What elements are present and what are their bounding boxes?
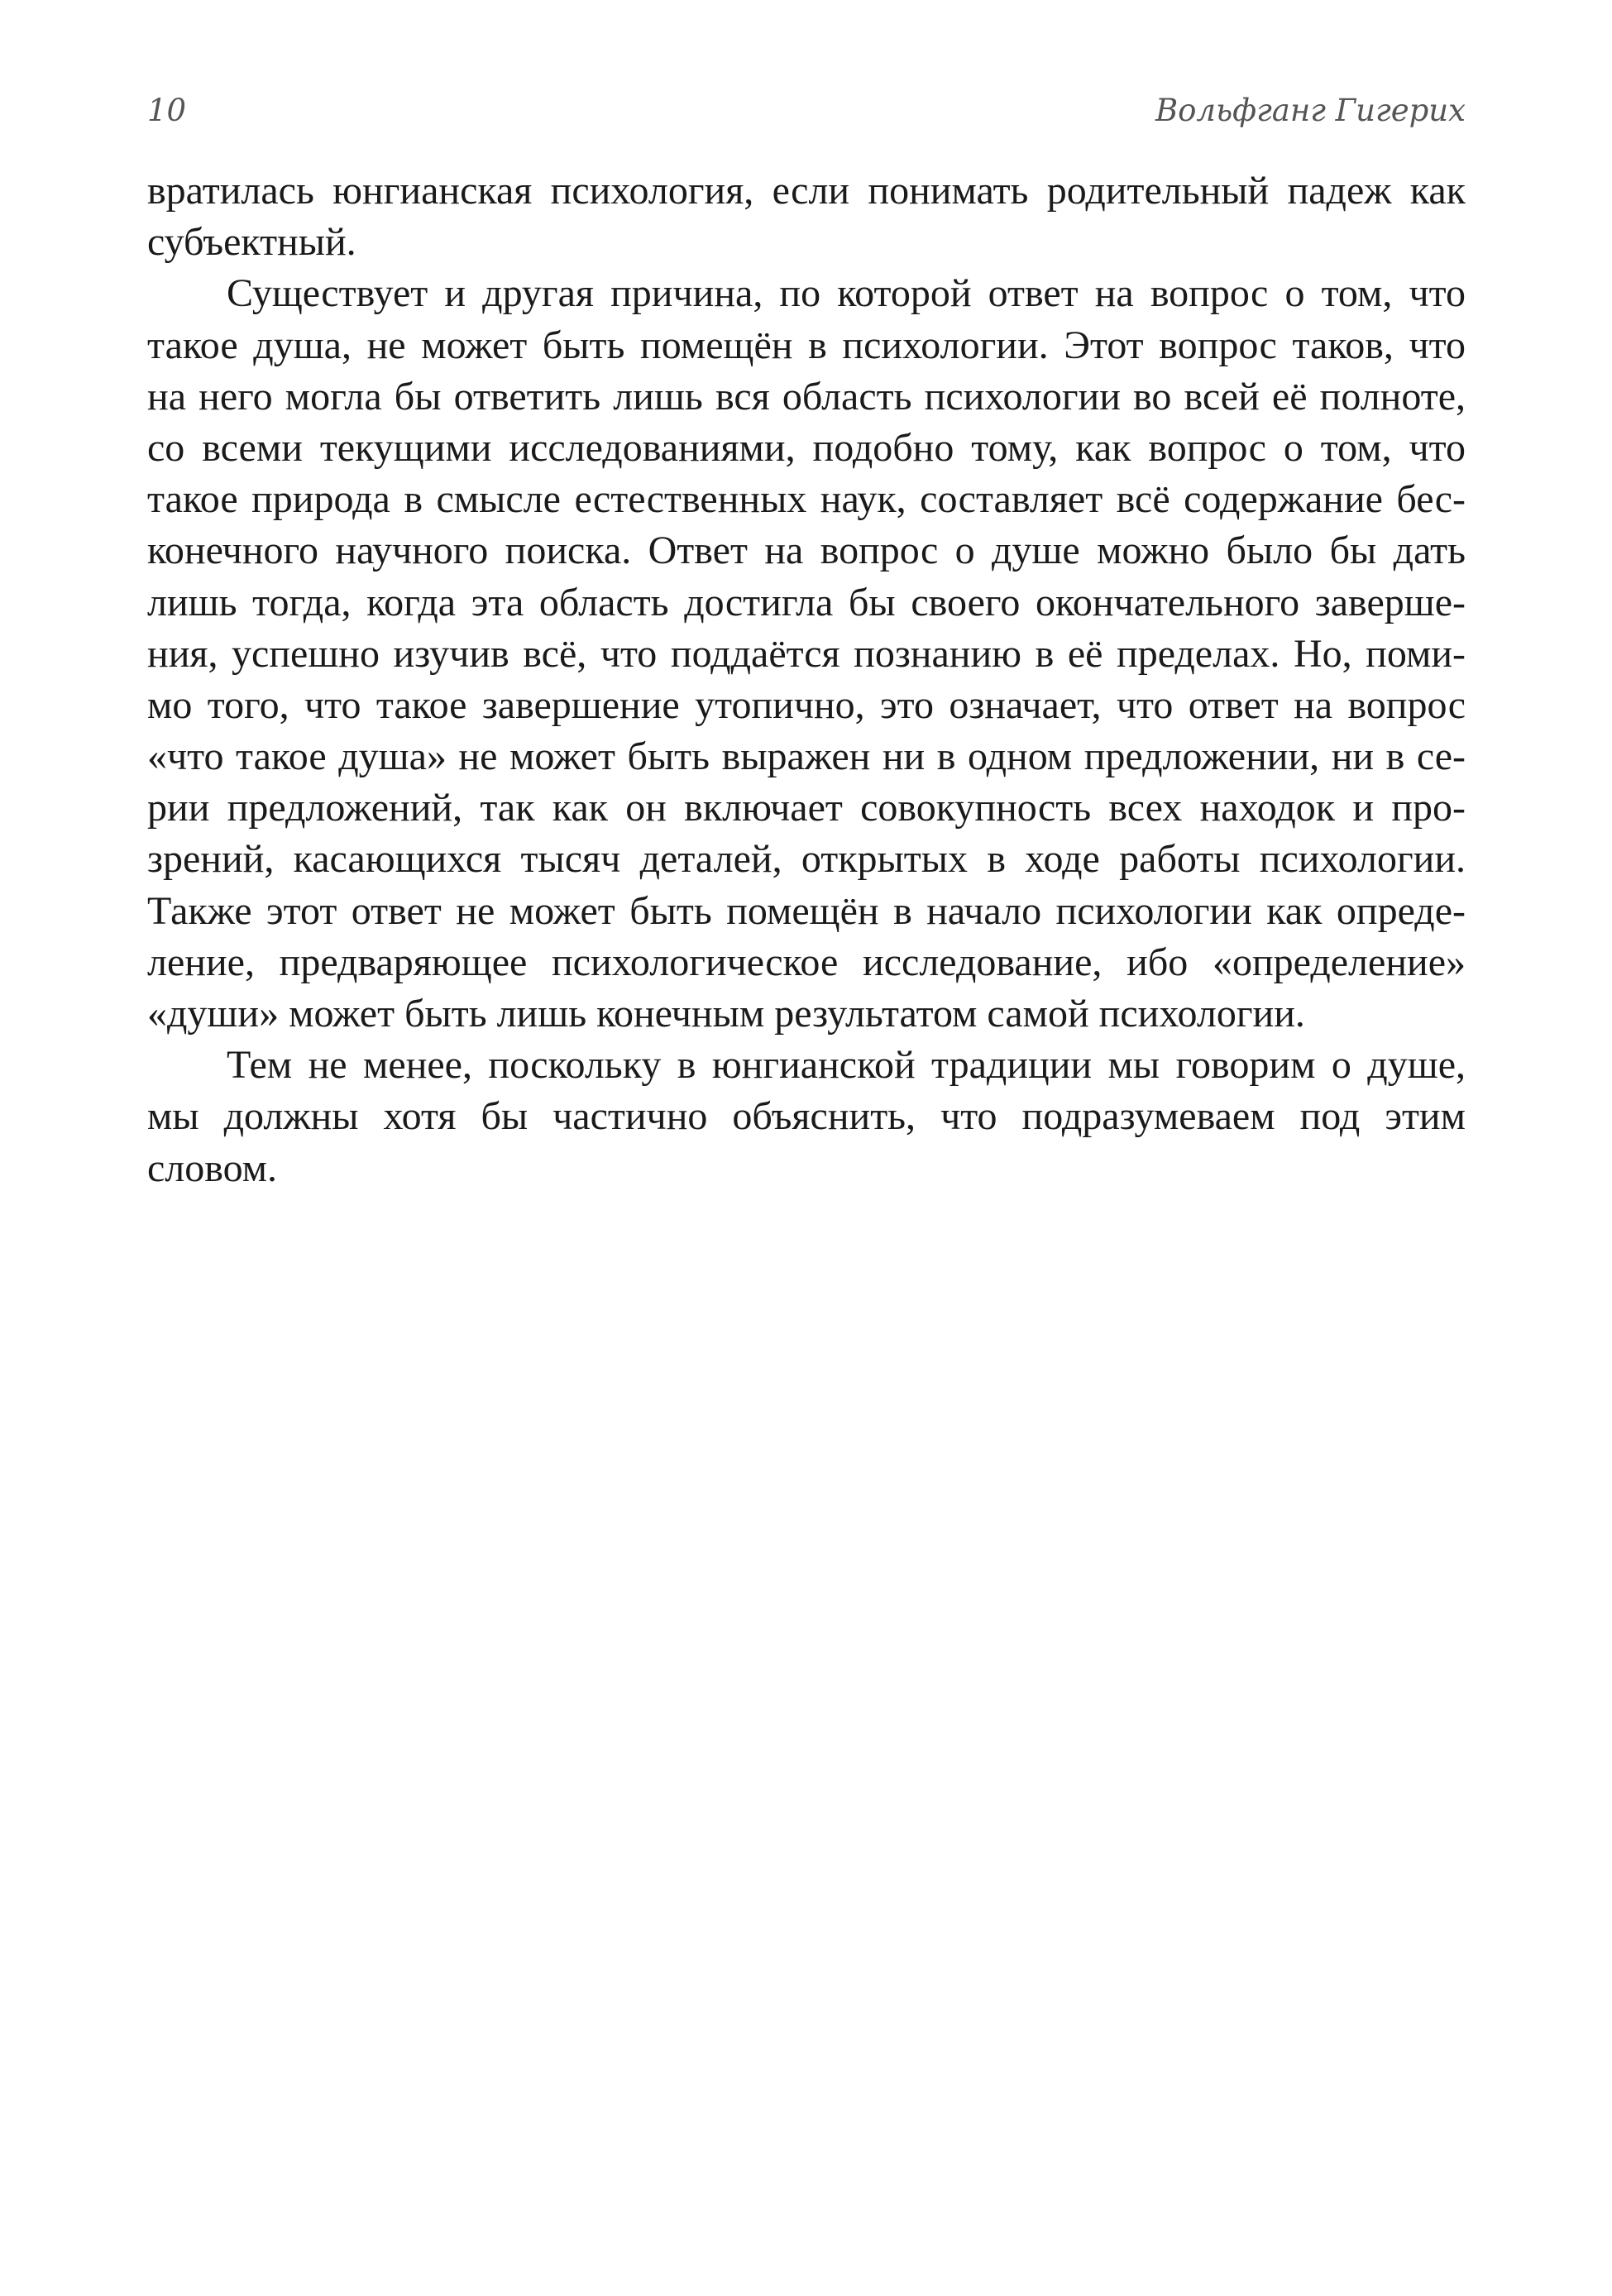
text-line: мо того, что такое завершение утопично, это означает, что ответ на вопрос xyxy=(147,682,1466,727)
text-line: лишь тогда, когда эта область достигла бы своего окончательного заверше- xyxy=(147,580,1466,624)
text-line: мы должны хотя бы частично объяснить, что подразумеваем под этим xyxy=(147,1094,1466,1139)
text-line: Тем не менее, поскольку в юнгианской традиции мы говорим о душе, xyxy=(227,1043,1466,1088)
text-line: Существует и другая причина, по которой ответ на вопрос о том, что xyxy=(227,271,1466,316)
text-line: вратилась юнгианская психология, если понимать родительный падеж как xyxy=(147,169,1466,213)
text-line: со всеми текущими исследованиями, подобно тому, как вопрос о том, что xyxy=(147,425,1466,470)
text-line: такое природа в смысле естественных наук, составляет всё содержание бес- xyxy=(147,477,1466,522)
text-line: ление, предваряющее психологическое исследование, ибо «определение» xyxy=(147,940,1466,984)
text-line: на него могла бы ответить лишь вся область психологии во всей её полноте, xyxy=(147,374,1466,419)
text-line: конечного научного поиска. Ответ на вопрос о душе можно было бы дать xyxy=(147,529,1466,573)
paragraph xyxy=(147,165,1466,268)
text-line: такое душа, не может быть помещён в психологии. Этот вопрос таков, что xyxy=(147,323,1466,367)
text-line: «души» может быть лишь конечным результатом самой психологии. xyxy=(147,992,1305,1036)
text-line: рии предложений, так как он включает совокупность всех находок и про- xyxy=(147,786,1466,830)
text-line: ния, успешно изучив всё, что поддаётся познанию в её пределах. Но, поми- xyxy=(147,631,1466,676)
text-line: Также этот ответ не может быть помещён в начало психологии как опреде- xyxy=(147,888,1466,933)
paragraph xyxy=(147,1040,1466,1194)
text-line: зрений, касающихся тысяч деталей, открытых в ходе работы психологии. xyxy=(147,837,1466,882)
page-number: 10 xyxy=(147,93,187,128)
paragraph xyxy=(147,268,1466,1040)
text-line: субъектный. xyxy=(147,220,356,265)
text-line: «что такое душа» не может быть выражен ни в одном предложении, ни в се- xyxy=(147,734,1466,779)
text-line: словом. xyxy=(147,1146,278,1190)
running-header xyxy=(147,93,1466,142)
body-text xyxy=(147,165,1466,1194)
header-author: Вольфганг Гигерих xyxy=(1155,93,1466,128)
